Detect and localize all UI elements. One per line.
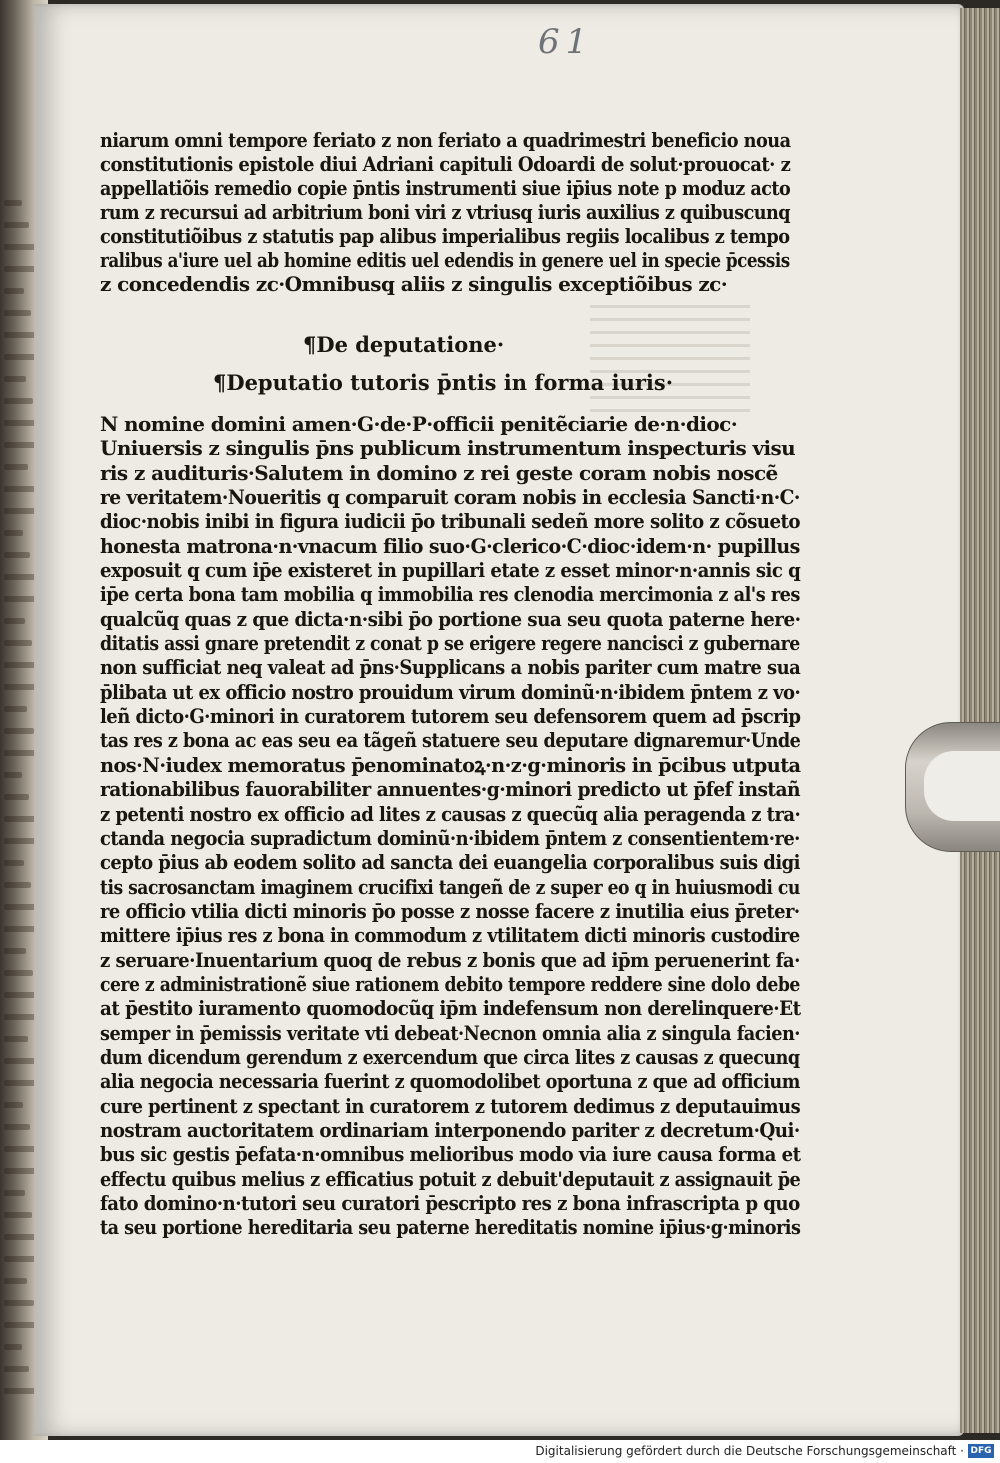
facing-page-text-fragment <box>4 970 33 976</box>
dfg-logo: DFG <box>968 1444 994 1458</box>
text-line: appellatiõis remedio copie p̄ntis instrumenti siue ip̄ius note p moduz acto <box>100 176 791 200</box>
text-line: dioc·nobis inibi in figura iudicii p̄o tribunali sedeñ more solito z cõsueto <box>100 509 801 534</box>
facing-page-text-fragment <box>4 244 36 250</box>
text-line: re veritatem·Noueritis q̧ comparuit coram nobis in ecclesia Sancti·n·C· <box>100 485 800 510</box>
text-line: alia negocia necessaria fuerint z quomodolibet oportuna z que ad officium <box>100 1069 800 1094</box>
facing-page-text-fragment <box>4 860 24 866</box>
top-paragraph <box>100 128 790 296</box>
facing-page-text-fragment <box>4 486 35 492</box>
facing-page-text-fragment <box>4 552 30 558</box>
text-line: constitutionis epistole diui Adriani capituli Odoardi de solut·prouocat· z <box>100 152 791 176</box>
facing-page-text-fragment <box>4 530 23 536</box>
heading-deputatio-tutoris: ¶Deputatio tutoris p̄ntis in forma iuris· <box>213 370 674 395</box>
facing-page-text-fragment <box>4 1124 30 1130</box>
facing-page-text-fragment <box>4 772 22 778</box>
text-line: qualcũq̧ quas z que dicta·n·sibi p̄o portione sua seu quota paterne here· <box>100 606 801 631</box>
facing-page-text-fragment <box>4 1366 29 1372</box>
facing-page-text-fragment <box>4 882 31 888</box>
facing-page-text-fragment <box>4 310 31 316</box>
facing-page-text-fragment <box>4 706 27 712</box>
facing-page-text-fragment <box>4 222 29 228</box>
facing-page-text-fragment <box>4 1146 37 1152</box>
facing-page-text-fragment <box>4 1058 35 1064</box>
text-line: tas res z bona ac eas seu ea tãgeñ statuere seu deputare dignaremur·Unde <box>100 728 801 753</box>
text-line: tis sacrosanctam imaginem crucifixi tangeñ de z super eo q̧ in huiusmodi cu <box>100 874 800 899</box>
text-line: non sufficiat neq̧ valeat ad p̄ns·Supplicans a nobis pariter cum matre sua <box>100 655 801 680</box>
text-line: cepto p̄ius ab eodem solito ad sancta dei euangelia corporalibus suis digi <box>100 850 800 875</box>
text-line: bus sic gestis p̄efata·n·omnibus melioribus modo via iure causa forma et <box>100 1142 801 1167</box>
text-line: z seruare·Inuentarium quoq̧ de rebus z bonis que ad ip̄m peruenerint fa· <box>100 947 800 972</box>
text-line: ta seu portione hereditaria seu paterne hereditatis nomine ip̄ius·g·minoris <box>100 1215 801 1240</box>
text-line: N nomine domini amen·G·de·P·officii penitẽciarie de·n·dioc· <box>100 412 738 436</box>
facing-page-text-fragment <box>4 1300 34 1306</box>
facing-page-text-fragment <box>4 1212 32 1218</box>
footer-credit: Digitalisierung gefördert durch die Deutsche Forschungsgemeinschaft · <box>535 1444 964 1458</box>
facing-page-text-fragment <box>4 464 28 470</box>
text-line: rum z recursui ad arbitrium boni viri z vtriusq̧ iuris auxilius z quibuscunq̧ <box>100 200 791 224</box>
text-line: ris z audituris·Salutem in domino z rei geste coram nobis noscẽ <box>100 460 778 485</box>
text-line: ip̄e certa bona tam mobilia q̧ immobilia res clenodia mercimonia z al's res <box>100 582 800 607</box>
facing-page-text-fragment <box>4 376 26 382</box>
facing-page-text-fragment <box>4 288 24 294</box>
text-line: cure pertinent z spectant in curatorem z tutorem dedimus z deputauimus <box>100 1093 801 1118</box>
page-clip <box>905 722 1000 852</box>
text-line: ctanda negocia supradictum dominũ·n·ibidem p̄ntem z consentientem·re· <box>100 825 800 850</box>
text-line: rationabilibus fauorabiliter annuentes·g·minori predicto ut p̄fef instañ <box>100 777 801 802</box>
text-line: exposuit q̧ cum ip̄e existeret in pupillari etate z esset minor·n·annis sic q̧ <box>100 558 801 583</box>
text-line: leñ dicto·G·minori in curatorem tutorem seu defensorem quem ad p̄scrip <box>100 704 801 729</box>
facing-page-text-fragment <box>4 200 22 206</box>
facing-page-text-fragment <box>4 618 25 624</box>
text-line: effectu quibus melius z efficatius potuit z debuit'deputauit z assignauit p̄e <box>100 1166 801 1191</box>
text-line: Uniuersis z singulis p̄ns publicum instrumentum inspecturis visu <box>100 436 796 461</box>
text-line: nos·N·iudex memoratus p̄enominatoꝝ·n·z·g·minoris in p̄cibus utputa <box>100 752 801 777</box>
main-text <box>100 412 800 1240</box>
facing-page-text-fragment <box>4 1388 36 1394</box>
facing-page-text-fragment <box>4 1036 28 1042</box>
text-line: nostram auctoritatem ordinariam interponendo pariter z decretum·Qui· <box>100 1117 800 1142</box>
text-line: at p̄estito iuramento quomodocũq̧ ip̄m indefensum non derelinquere·Et <box>100 996 801 1021</box>
facing-page-text-fragment <box>4 1102 23 1108</box>
text-line: ralibus a'iure uel ab homine editis uel edendis in genere uel in specie p̄cessis <box>100 248 790 272</box>
heading-de-deputatione: ¶De deputatione· <box>303 332 505 357</box>
facing-page-text-fragment <box>4 816 36 822</box>
text-line: honesta matrona·n·vnacum filio suo·G·clerico·C·dioc·idem·n· pupillus <box>100 533 800 558</box>
text-line: z concedendis zc·Omnibusq̧ aliis z singulis exceptiõibus zc· <box>100 272 728 296</box>
text-line: constitutiõibus z statutis pap alibus imperialibus regiis localibus z tempo <box>100 224 790 248</box>
text-line: dum dicendum gerendum z exercendum que circa lites z causas z quecunq̧ <box>100 1044 800 1069</box>
folio-number: 61 <box>538 22 594 62</box>
text-line: niarum omni tempore feriato z non feriato a quadrimestri beneficio noua <box>100 128 791 152</box>
facing-page-text-fragment <box>4 728 34 734</box>
page-stack-edge <box>960 8 1000 1433</box>
text-line: ditatis assi gnare pretendit z conat p se erigere regere nancisci z gubernare <box>100 631 800 656</box>
facing-page-text-fragment <box>4 904 38 910</box>
text-line: cere z administrationẽ siue rationem debito tempore reddere sine dolo debe <box>100 971 800 996</box>
facing-page-text-fragment <box>4 1344 22 1350</box>
footer-bar <box>0 1440 1000 1463</box>
text-line: fato domino·n·tutori seu curatori p̄escripto res z bona infrascripta p quo <box>100 1191 800 1215</box>
facing-page-text-fragment <box>4 1190 25 1196</box>
facing-page-text-fragment <box>4 794 29 800</box>
text-line: re officio vtilia dicti minoris p̄o posse z nosse facere z inutilia eius p̄reter· <box>100 898 800 923</box>
text-line: p̄libata ut ex officio nostro prouidum virum dominũ·n·ibidem p̄ntem z vo· <box>100 679 801 704</box>
text-line: z petenti nostro ex officio ad lites z causas z quecũq̧ alia peragenda z tra· <box>100 801 801 826</box>
facing-page-text-fragment <box>4 948 26 954</box>
facing-page-text-fragment <box>4 332 38 338</box>
text-line: semper in p̄emissis veritate vti debeat·Necnon omnia alia z singula facien· <box>100 1020 800 1045</box>
facing-page-text-fragment <box>4 398 33 404</box>
text-line: mittere ip̄ius res z bona in commodum z vtilitatem dicti minoris custodire <box>100 923 800 948</box>
facing-page-text-fragment <box>4 1278 27 1284</box>
facing-page-text-fragment <box>4 574 37 580</box>
facing-page-text-fragment <box>4 640 32 646</box>
